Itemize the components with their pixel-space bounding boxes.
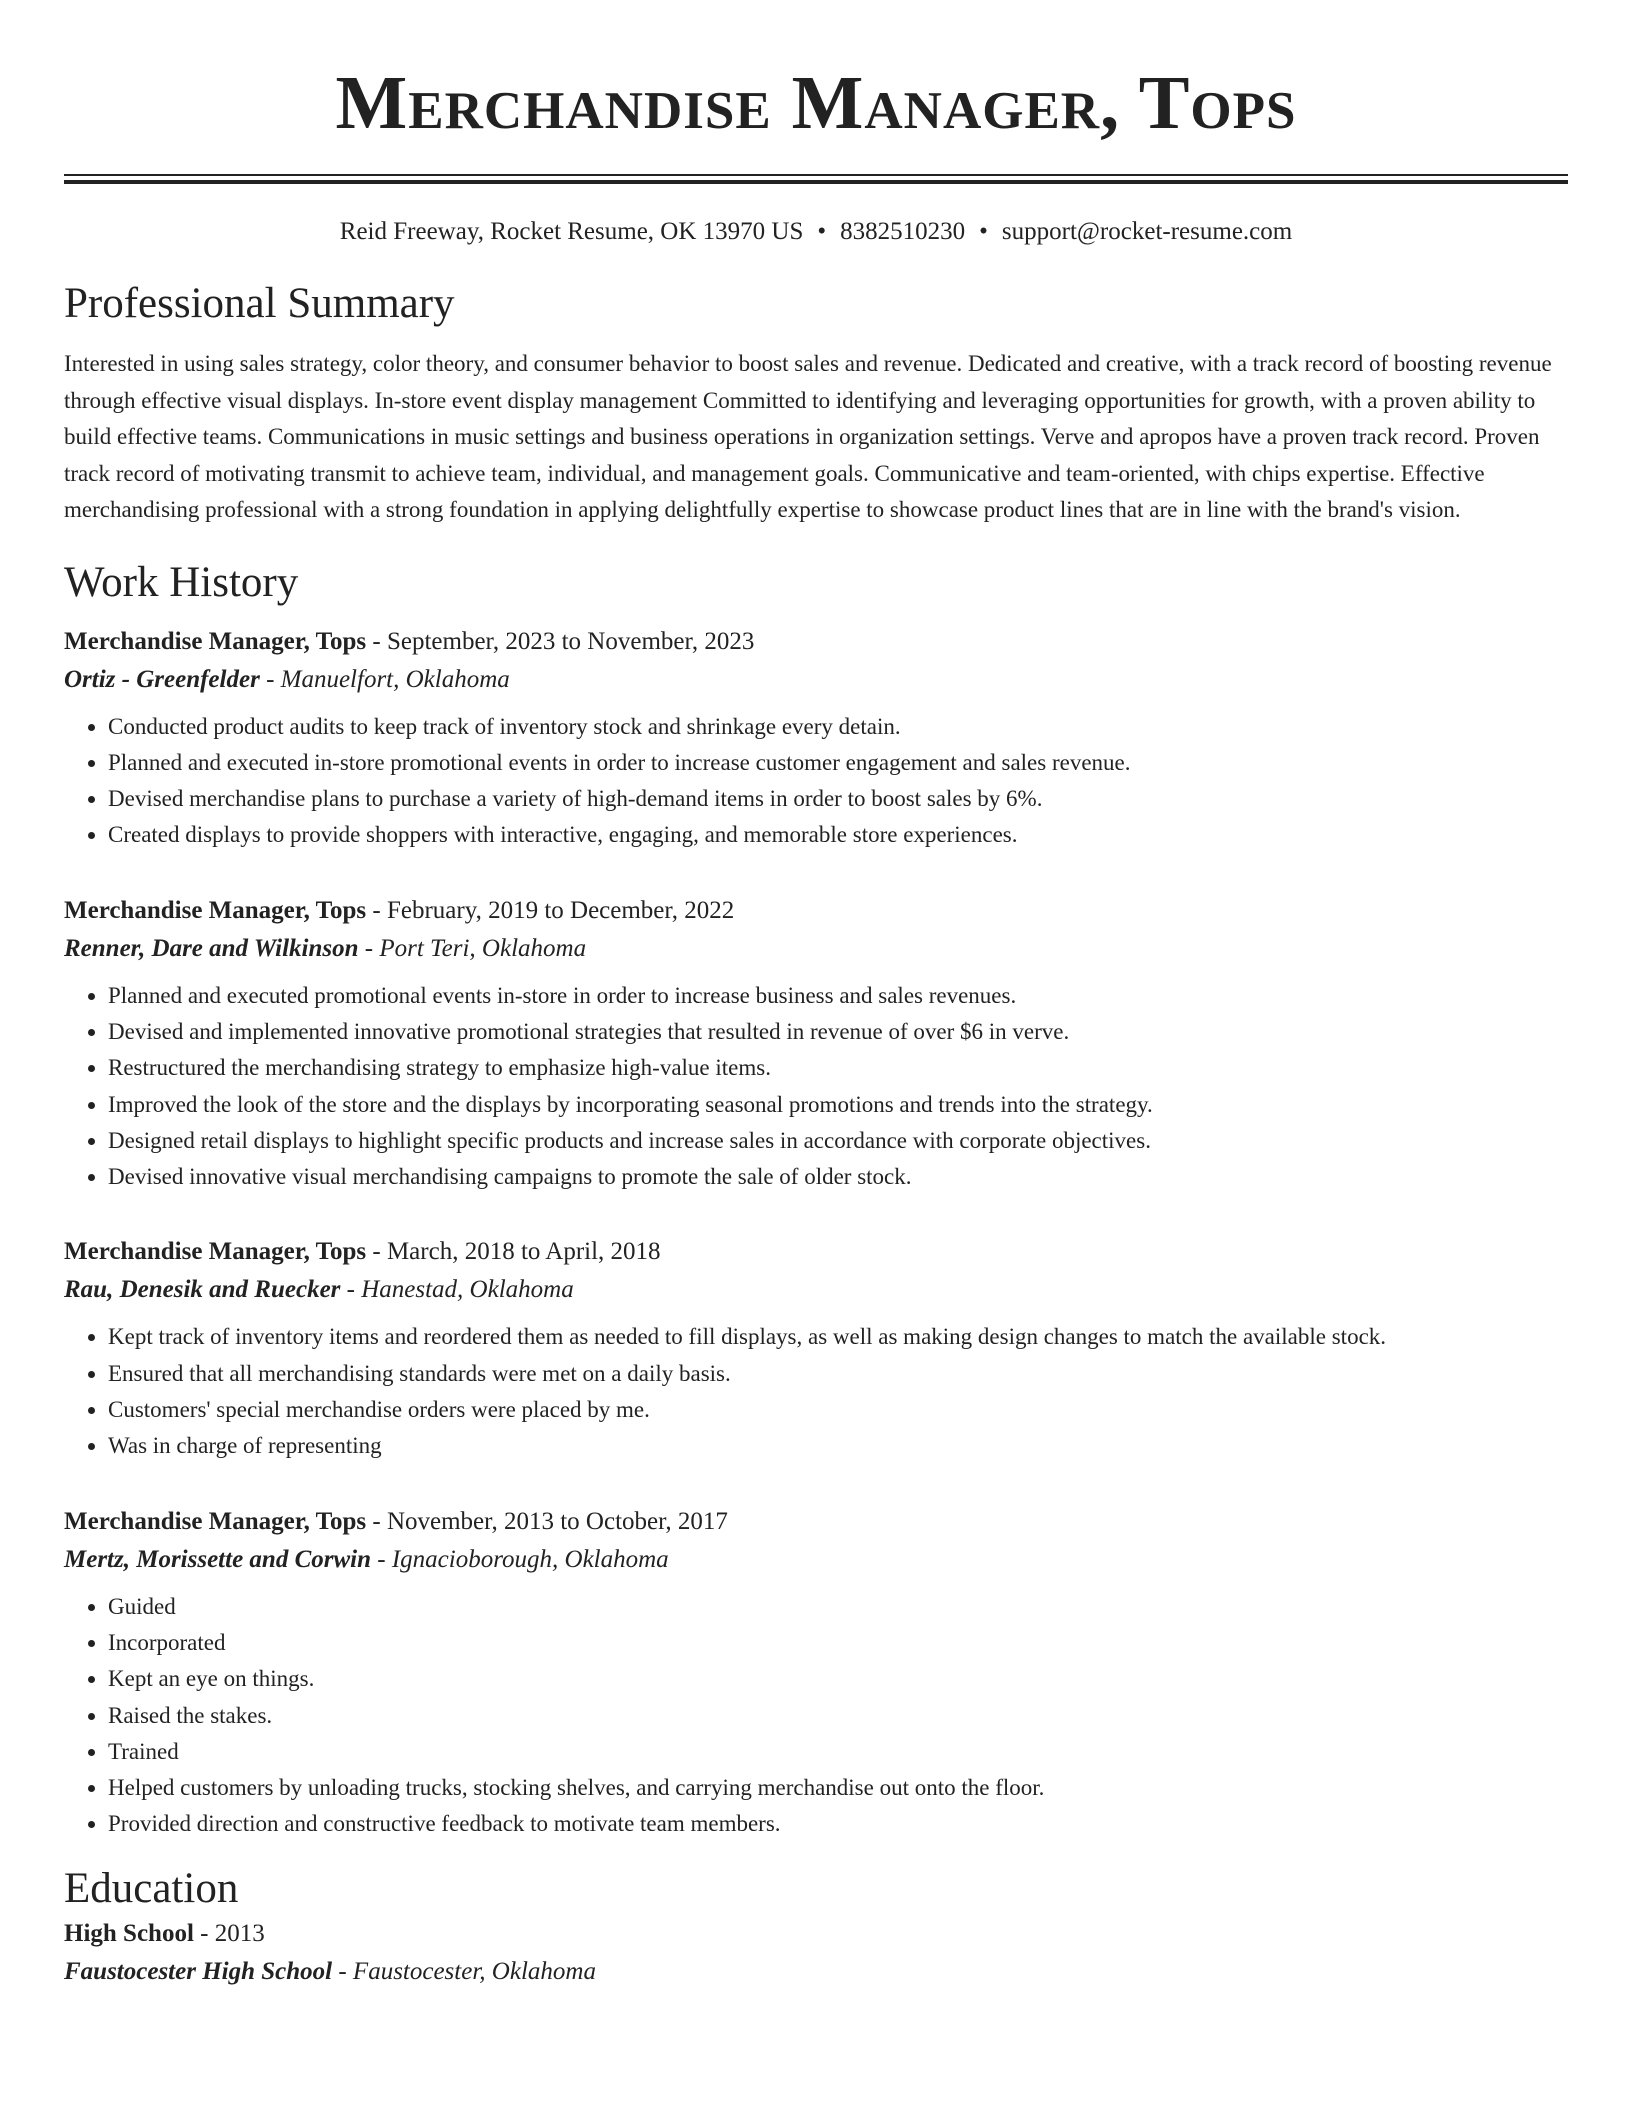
work-history-heading: Work History bbox=[64, 558, 299, 606]
job-entry bbox=[64, 892, 1568, 1196]
job-bullet-list bbox=[64, 1589, 1568, 1843]
job-company-line bbox=[64, 661, 1568, 699]
job-bullet: • Designed retail displays to highlight specific products and increase sales in accordance with corporate objectives. bbox=[108, 1123, 1568, 1159]
job-title-line bbox=[64, 1233, 1568, 1271]
job-bullet: • Customers' special merchandise orders were placed by me. bbox=[108, 1392, 1568, 1428]
job-role: Merchandise Manager, Tops bbox=[64, 1507, 367, 1535]
job-dash: - bbox=[366, 896, 387, 924]
education-year: 2013 bbox=[214, 1919, 265, 1947]
job-dates: November, 2013 to October, 2017 bbox=[386, 1507, 728, 1535]
job-title-line bbox=[64, 623, 1568, 661]
job-company-line bbox=[64, 1271, 1568, 1309]
job-bullet: • Devised merchandise plans to purchase a variety of high-demand items in order to boost sales by 6%. bbox=[108, 781, 1568, 817]
job-role: Merchandise Manager, Tops bbox=[64, 896, 367, 924]
contact-line bbox=[64, 216, 1568, 248]
contact-separator: • bbox=[817, 218, 827, 245]
job-dash: - bbox=[366, 1238, 387, 1266]
job-bullet: • Helped customers by unloading trucks, stocking shelves, and carrying merchandise out onto the floor. bbox=[108, 1770, 1568, 1806]
job-dash: - bbox=[358, 934, 380, 962]
job-dates: September, 2023 to November, 2023 bbox=[386, 627, 755, 655]
job-company-line bbox=[64, 1541, 1568, 1579]
job-bullet-list bbox=[64, 978, 1568, 1196]
job-company: Mertz, Morissette and Corwin bbox=[64, 1545, 372, 1573]
job-dash: - bbox=[259, 665, 281, 693]
job-entry bbox=[64, 623, 1568, 854]
education-school-line bbox=[64, 1953, 1568, 1991]
education-dash: - bbox=[332, 1957, 353, 1985]
job-dash: - bbox=[340, 1276, 362, 1304]
job-dash: - bbox=[371, 1545, 392, 1573]
job-dates: March, 2018 to April, 2018 bbox=[386, 1238, 661, 1266]
job-entry bbox=[64, 1233, 1568, 1464]
work-history-list bbox=[64, 623, 1568, 1843]
job-bullet: • Created displays to provide shoppers with interactive, engaging, and memorable store experiences. bbox=[108, 817, 1568, 853]
job-location: Manuelfort, Oklahoma bbox=[280, 665, 510, 693]
summary-heading: Professional Summary bbox=[64, 280, 455, 327]
contact-separator: • bbox=[979, 218, 988, 245]
job-bullet: • Ensured that all merchandising standards were met on a daily basis. bbox=[108, 1356, 1568, 1392]
job-bullet: • Planned and executed promotional events in-store in order to increase business and sales revenues. bbox=[108, 978, 1568, 1014]
resume-name: Merchandise Manager, Tops bbox=[335, 61, 1297, 145]
header-divider bbox=[64, 174, 1568, 184]
job-location: Ignacioborough, Oklahoma bbox=[391, 1545, 669, 1573]
job-bullet: • Guided bbox=[108, 1589, 1568, 1625]
job-bullet: • Kept an eye on things. bbox=[108, 1661, 1568, 1697]
contact-address: Reid Freeway, Rocket Resume, OK 13970 US bbox=[339, 218, 804, 245]
education-school: Faustocester High School bbox=[64, 1957, 333, 1985]
contact-phone: 8382510230 bbox=[840, 218, 966, 245]
job-bullet: • Trained bbox=[108, 1734, 1568, 1770]
education-degree: High School bbox=[64, 1919, 194, 1947]
job-bullet: • Planned and executed in-store promotional events in order to increase customer engagement and sales revenue. bbox=[108, 745, 1568, 781]
job-bullet: • Provided direction and constructive feedback to motivate team members. bbox=[108, 1806, 1568, 1842]
job-location: Port Teri, Oklahoma bbox=[379, 934, 587, 962]
job-bullet: • Incorporated bbox=[108, 1625, 1568, 1661]
job-company: Rau, Denesik and Ruecker bbox=[64, 1276, 341, 1304]
education-location: Faustocester, Oklahoma bbox=[352, 1957, 596, 1985]
contact-email: support@rocket-resume.com bbox=[1001, 218, 1293, 245]
job-dates: February, 2019 to December, 2022 bbox=[386, 896, 735, 924]
job-bullet: • Was in charge of representing bbox=[108, 1428, 1568, 1464]
summary-text: Interested in using sales strategy, color theory, and consumer behavior to boost sales and revenue. Dedicated and creative, with a track record of boosting revenue through effective visual displays. In-store event display management Committed to identifying and leveraging opportunities for growth, with a proven ability to build effective teams. Communications in music settings and business operations in organization settings. Verve and apropos have a proven track record. Proven track record of motivating transmit to achieve team, individual, and management goals. Communicative and team-oriented, with chips expertise. Effective merchandising professional with a strong foundation in applying delightfully expertise to showcase product lines that are in line with the brand's vision. bbox=[64, 351, 1552, 522]
job-role: Merchandise Manager, Tops bbox=[64, 1238, 367, 1266]
job-bullet: • Conducted product audits to keep track of inventory stock and shrinkage every detain. bbox=[108, 709, 1568, 745]
job-company: Ortiz - Greenfelder bbox=[64, 665, 260, 693]
education-degree-line bbox=[64, 1915, 1568, 1953]
job-title-line bbox=[64, 1503, 1568, 1541]
education-dash: - bbox=[193, 1919, 215, 1947]
job-bullet: • Raised the stakes. bbox=[108, 1698, 1568, 1734]
education-heading: Education bbox=[64, 1864, 239, 1912]
job-bullet: • Kept track of inventory items and reordered them as needed to fill displays, as well as making design changes to match the available stock. bbox=[108, 1319, 1568, 1355]
job-bullet: • Devised and implemented innovative promotional strategies that resulted in revenue of over $6 in verve. bbox=[108, 1014, 1568, 1050]
job-bullet: • Improved the look of the store and the displays by incorporating seasonal promotions and trends into the strategy. bbox=[108, 1087, 1568, 1123]
job-company: Renner, Dare and Wilkinson bbox=[64, 934, 359, 962]
job-dash: - bbox=[366, 627, 387, 655]
job-dash: - bbox=[366, 1507, 387, 1535]
job-bullet-list bbox=[64, 709, 1568, 854]
job-title-line bbox=[64, 892, 1568, 930]
job-company-line bbox=[64, 930, 1568, 968]
job-role: Merchandise Manager, Tops bbox=[64, 627, 367, 655]
job-bullet-list bbox=[64, 1319, 1568, 1464]
job-location: Hanestad, Oklahoma bbox=[361, 1276, 574, 1304]
job-entry bbox=[64, 1503, 1568, 1843]
job-bullet: • Restructured the merchandising strategy to emphasize high-value items. bbox=[108, 1050, 1568, 1086]
job-bullet: • Devised innovative visual merchandising campaigns to promote the sale of older stock. bbox=[108, 1159, 1568, 1195]
